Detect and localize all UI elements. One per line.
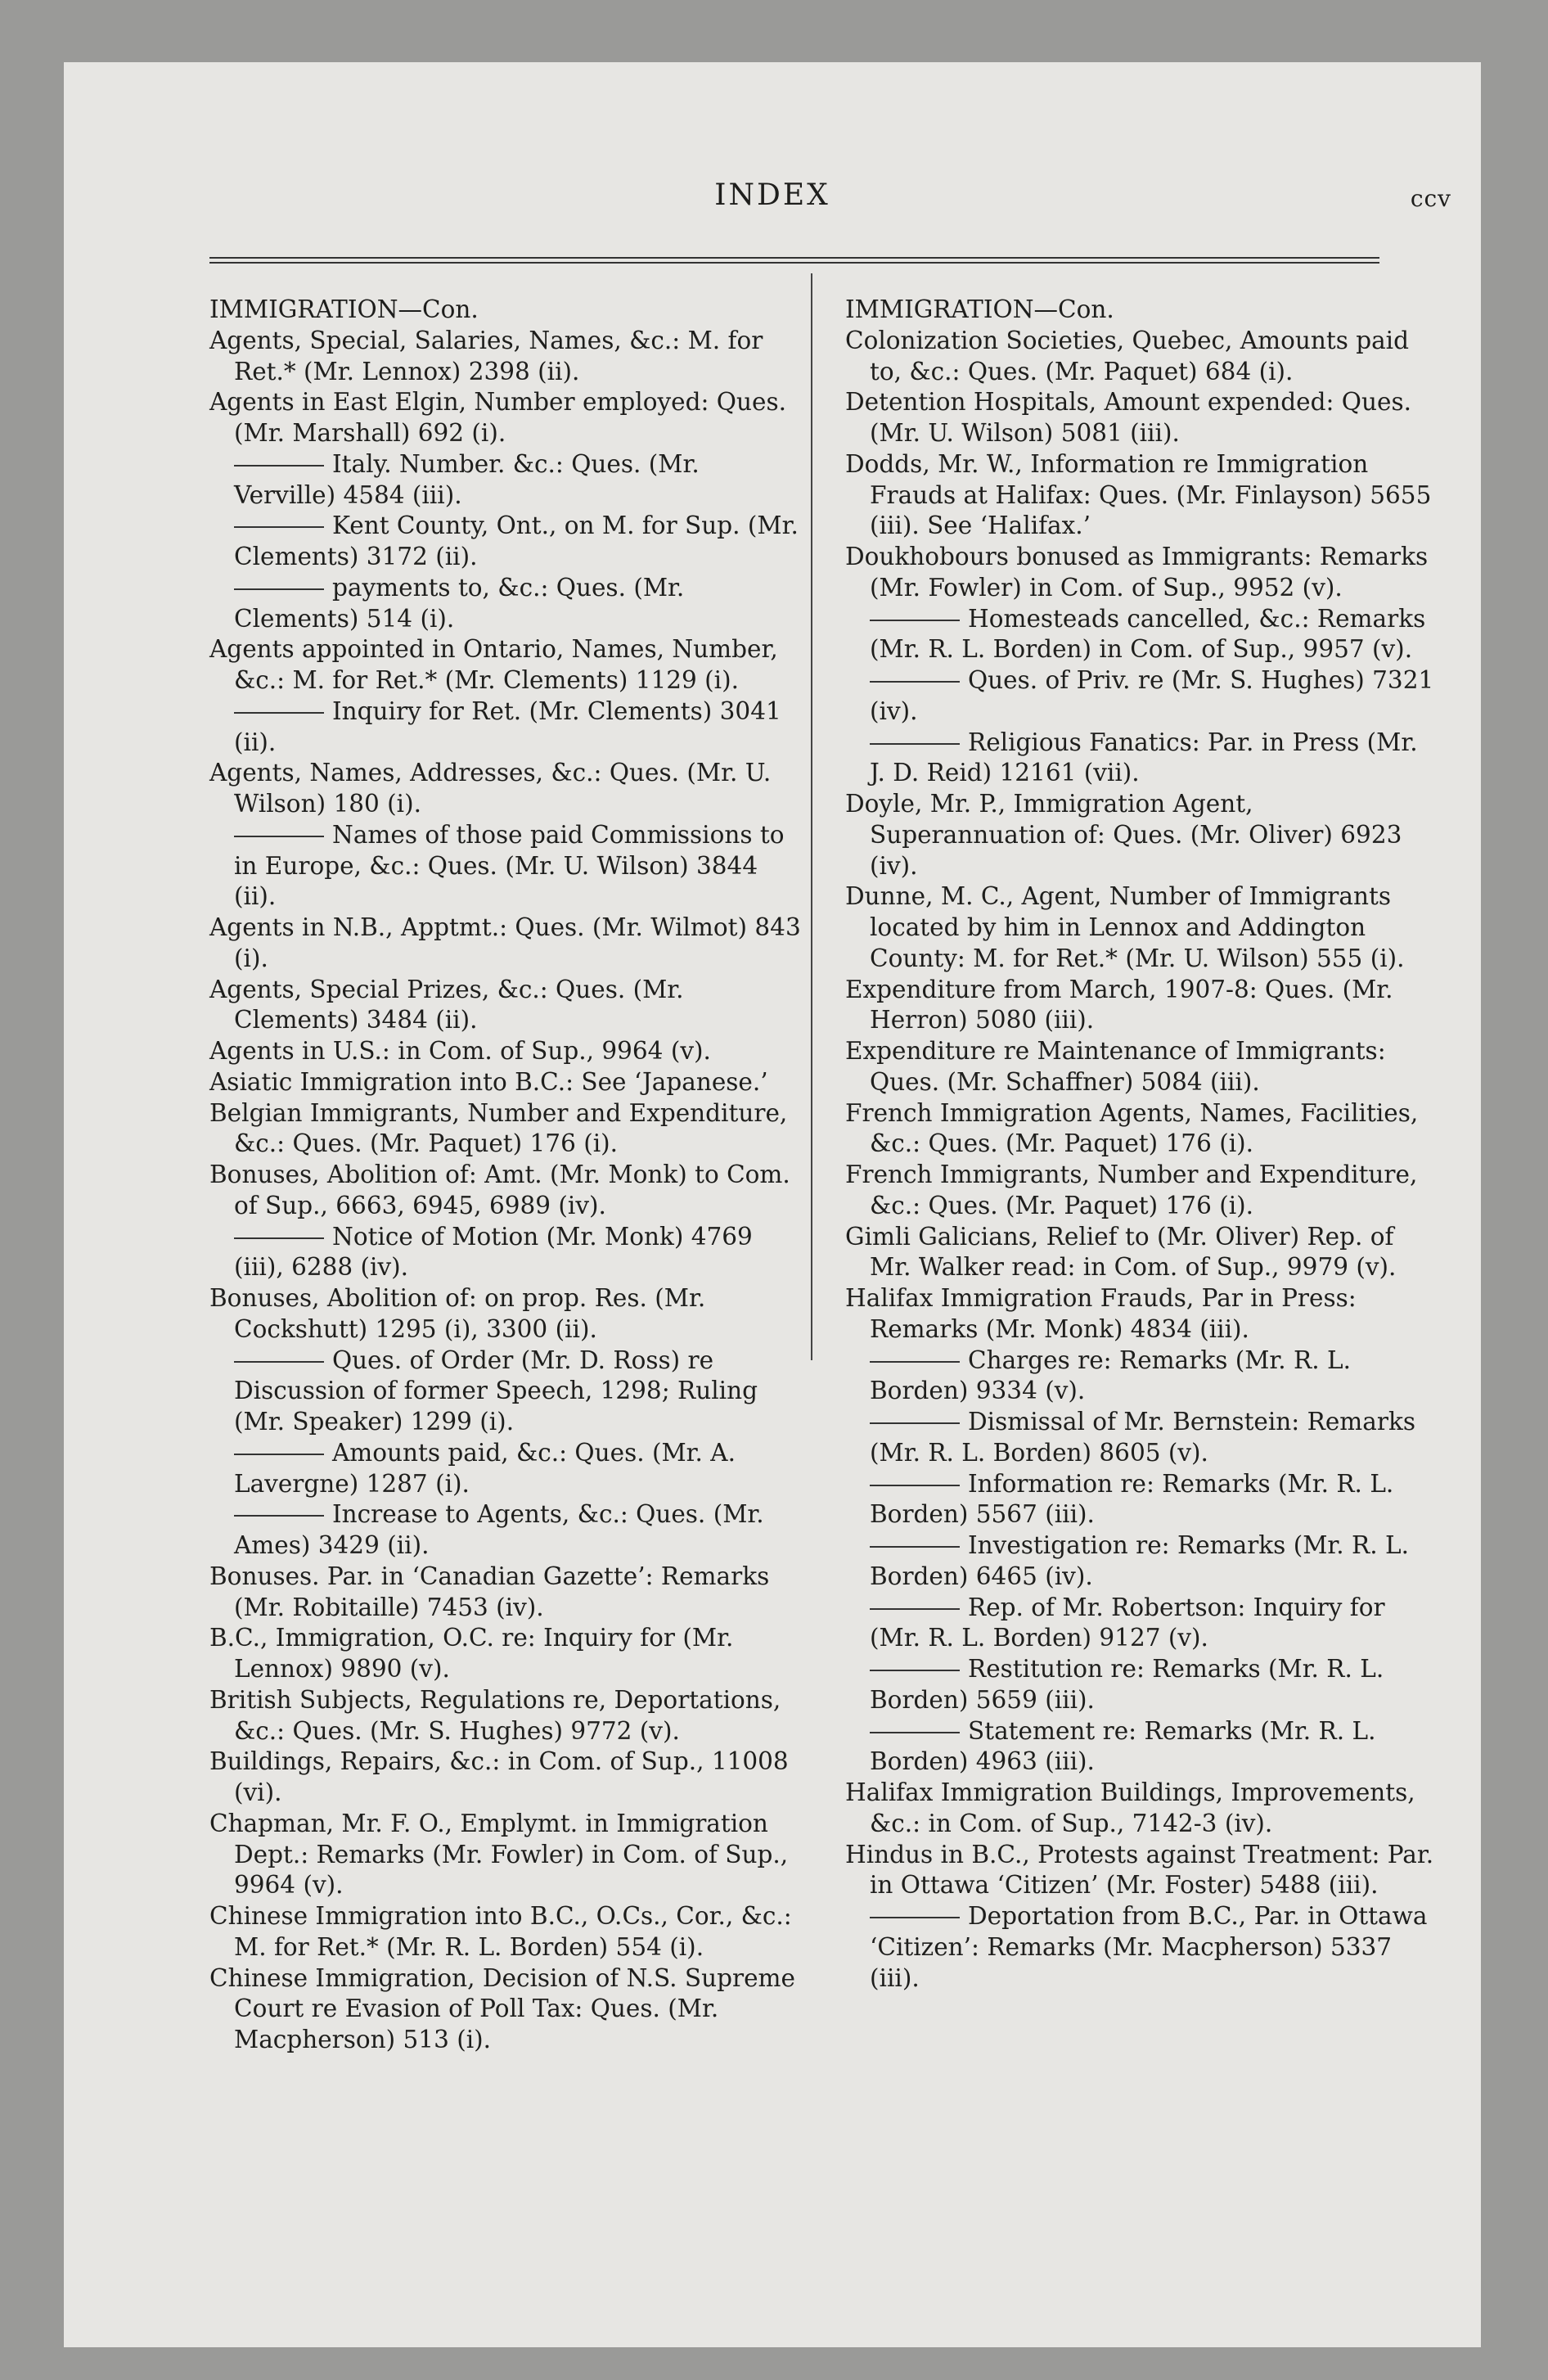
index-entry — [209, 1623, 803, 1685]
entry-text: Amounts paid, &c.: Ques. (Mr. A. Lavergne) 1287 (i). — [234, 1438, 736, 1498]
entry-text: payments to, &c.: Ques. (Mr. Clements) 514 (i). — [234, 573, 685, 633]
entry-text: Dodds, Mr. W., Information re Immigration Frauds at Halifax: Ques. (Mr. Finlayson) 5655 (iii). See ‘Halifax.’ — [845, 449, 1432, 540]
entry-text: Halifax Immigration Frauds, Par in Press: Remarks (Mr. Monk) 4834 (iii). — [845, 1284, 1357, 1343]
index-subentry — [209, 1438, 803, 1500]
index-entry — [209, 1562, 803, 1624]
entry-text: Deportation from B.C., Par. in Ottawa ‘Citizen’: Remarks (Mr. Macpherson) 5337 (iii). — [870, 1902, 1428, 1992]
entry-text: Belgian Immigrants, Number and Expenditure, &c.: Ques. (Mr. Paquet) 176 (i). — [209, 1098, 788, 1158]
right-column-heading: IMMIGRATION—Con. — [845, 295, 1114, 323]
entry-text: Increase to Agents, &c.: Ques. (Mr. Ames) 3429 (ii). — [234, 1500, 764, 1559]
index-subentry — [209, 696, 803, 759]
ditto-dash — [234, 588, 324, 590]
index-subentry — [845, 1469, 1438, 1531]
index-subentry — [845, 1346, 1438, 1408]
index-entry — [209, 758, 803, 820]
index-entry — [209, 1685, 803, 1747]
entry-text: Agents in U.S.: in Com. of Sup., 9964 (v). — [209, 1037, 711, 1065]
entry-text: British Subjects, Regulations re, Deportations, &c.: Ques. (Mr. S. Hughes) 9772 (v). — [209, 1685, 781, 1745]
ditto-dash — [870, 620, 960, 621]
index-entry — [209, 1067, 803, 1098]
entry-text: French Immigration Agents, Names, Facilities, &c.: Ques. (Mr. Paquet) 176 (i). — [845, 1098, 1419, 1158]
ditto-dash — [234, 836, 324, 837]
entry-text: Asiatic Immigration into B.C.: See ‘Japanese.’ — [209, 1067, 768, 1096]
entry-text: Agents, Names, Addresses, &c.: Ques. (Mr. U. Wilson) 180 (i). — [209, 759, 772, 818]
index-entry — [845, 1222, 1438, 1284]
ditto-dash — [870, 1608, 960, 1610]
index-subentry — [209, 1222, 803, 1284]
entry-text: Notice of Motion (Mr. Monk) 4769 (iii), 6288 (iv). — [234, 1222, 753, 1282]
index-entry — [209, 1098, 803, 1161]
index-entry — [845, 387, 1438, 449]
index-entry — [845, 789, 1438, 881]
entry-text: Gimli Galicians, Relief to (Mr. Oliver) Rep. of Mr. Walker read: in Com. of Sup., 9979 (v). — [845, 1222, 1397, 1282]
entry-text: Chapman, Mr. F. O., Emplymt. in Immigration Dept.: Remarks (Mr. Fowler) in Com. of Sup., 9964 (v). — [209, 1809, 789, 1900]
entry-text: Agents in N.B., Apptmt.: Ques. (Mr. Wilmot) 843 (i). — [209, 913, 801, 972]
entry-text: Expenditure from March, 1907-8: Ques. (Mr. Herron) 5080 (iii). — [845, 975, 1393, 1034]
index-subentry — [845, 665, 1438, 728]
index-subentry — [209, 449, 803, 512]
entry-text: Rep. of Mr. Robertson: Inquiry for (Mr. R. L. Borden) 9127 (v). — [870, 1593, 1385, 1652]
index-entry — [209, 387, 803, 449]
entry-text: Dunne, M. C., Agent, Number of Immigrants located by him in Lennox and Addington County: M. for Ret.* (Mr. U. Wilson) 555 (i). — [845, 882, 1405, 972]
index-entry — [209, 326, 803, 388]
ditto-dash — [234, 465, 324, 467]
entry-text: Statement re: Remarks (Mr. R. L. Borden) 4963 (iii). — [870, 1716, 1376, 1776]
ditto-dash — [870, 1485, 960, 1486]
entry-text: Restitution re: Remarks (Mr. R. L. Borden) 5659 (iii). — [870, 1655, 1384, 1714]
entry-text: Ques. of Priv. re (Mr. S. Hughes) 7321 (iv). — [870, 666, 1434, 725]
index-entry — [209, 1809, 803, 1901]
left-column — [209, 295, 803, 2056]
index-entry — [845, 542, 1438, 604]
entry-text: Hindus in B.C., Protests against Treatment: Par. in Ottawa ‘Citizen’ (Mr. Foster) 5488 (iii). — [845, 1840, 1434, 1900]
index-entry — [845, 326, 1438, 388]
entry-text: Bonuses, Abolition of: Amt. (Mr. Monk) to Com. of Sup., 6663, 6945, 6989 (iv). — [209, 1161, 790, 1219]
entry-text: Chinese Immigration, Decision of N.S. Supreme Court re Evasion of Poll Tax: Ques. (Mr. Macpherson) 513 (i). — [209, 1963, 795, 2053]
entry-text: Names of those paid Commissions to in Europe, &c.: Ques. (Mr. U. Wilson) 3844 (ii). — [234, 820, 785, 911]
index-entry — [845, 881, 1438, 974]
entry-text: Kent County, Ont., on M. for Sup. (Mr. Clements) 3172 (ii). — [234, 512, 799, 570]
entry-text: Halifax Immigration Buildings, Improvements, &c.: in Com. of Sup., 7142-3 (iv). — [845, 1778, 1415, 1837]
index-entry — [845, 449, 1438, 542]
index-entry — [845, 1283, 1438, 1346]
index-subentry — [845, 1654, 1438, 1716]
page-title: INDEX — [714, 178, 830, 212]
entry-text: Dismissal of Mr. Bernstein: Remarks (Mr. R. L. Borden) 8605 (v). — [870, 1408, 1415, 1467]
index-entry — [209, 634, 803, 696]
entry-text: Chinese Immigration into B.C., O.Cs., Cor., &c.: M. for Ret.* (Mr. R. L. Borden) 554 (i). — [209, 1902, 792, 1961]
index-entry — [845, 1098, 1438, 1161]
index-entry — [845, 1036, 1438, 1098]
ditto-dash — [870, 1670, 960, 1671]
header-rule-bottom — [209, 262, 1379, 264]
index-entry — [845, 975, 1438, 1037]
entry-text: Doyle, Mr. P., Immigration Agent, Superannuation of: Ques. (Mr. Oliver) 6923 (iv). — [845, 790, 1402, 880]
index-entry — [845, 1840, 1438, 1902]
page-number: ccv — [1410, 185, 1451, 212]
ditto-dash — [234, 1361, 324, 1363]
ditto-dash — [870, 1361, 960, 1363]
entry-text: Bonuses. Par. in ‘Canadian Gazette’: Remarks (Mr. Robitaille) 7453 (iv). — [209, 1562, 770, 1621]
right-entry-list — [845, 326, 1438, 1995]
index-subentry — [209, 1499, 803, 1562]
entry-text: Agents appointed in Ontario, Names, Number, &c.: M. for Ret.* (Mr. Clements) 1129 (i). — [209, 635, 778, 694]
index-subentry — [845, 604, 1438, 666]
index-entry — [209, 975, 803, 1037]
index-entry — [209, 1036, 803, 1067]
entry-text: Italy. Number. &c.: Ques. (Mr. Verville) 4584 (iii). — [234, 449, 700, 509]
ditto-dash — [870, 1917, 960, 1918]
index-subentry — [209, 820, 803, 913]
ditto-dash — [234, 526, 324, 528]
index-subentry — [845, 1530, 1438, 1593]
index-subentry — [845, 728, 1438, 790]
entry-text: Expenditure re Maintenance of Immigrants: Ques. (Mr. Schaffner) 5084 (iii). — [845, 1037, 1386, 1096]
ditto-dash — [870, 681, 960, 683]
entry-text: Agents, Special, Salaries, Names, &c.: M. for Ret.* (Mr. Lennox) 2398 (ii). — [209, 326, 763, 385]
index-entry — [209, 1901, 803, 1963]
ditto-dash — [870, 743, 960, 745]
entry-text: B.C., Immigration, O.C. re: Inquiry for (Mr. Lennox) 9890 (v). — [209, 1624, 734, 1683]
index-subentry — [845, 1716, 1438, 1778]
index-entry — [209, 1747, 803, 1809]
entry-text: Homesteads cancelled, &c.: Remarks (Mr. R. L. Borden) in Com. of Sup., 9957 (v). — [870, 604, 1426, 664]
entry-text: Bonuses, Abolition of: on prop. Res. (Mr. Cockshutt) 1295 (i), 3300 (ii). — [209, 1284, 706, 1343]
index-subentry — [845, 1593, 1438, 1655]
entry-text: Inquiry for Ret. (Mr. Clements) 3041 (ii). — [234, 696, 781, 756]
ditto-dash — [234, 1237, 324, 1239]
ditto-dash — [870, 1732, 960, 1733]
index-entry — [209, 1283, 803, 1346]
index-entry — [209, 1963, 803, 2056]
right-column — [845, 295, 1438, 1994]
entry-text: Ques. of Order (Mr. D. Ross) re Discussion of former Speech, 1298; Ruling (Mr. Speaker) 1299 (i). — [234, 1346, 758, 1436]
index-subentry — [845, 1901, 1438, 1994]
entry-text: Doukhobours bonused as Immigrants: Remarks (Mr. Fowler) in Com. of Sup., 9952 (v). — [845, 543, 1429, 602]
ditto-dash — [234, 1454, 324, 1455]
entry-text: Information re: Remarks (Mr. R. L. Borden) 5567 (iii). — [870, 1469, 1394, 1529]
index-subentry — [209, 1346, 803, 1438]
entry-text: Detention Hospitals, Amount expended: Ques. (Mr. U. Wilson) 5081 (iii). — [845, 388, 1411, 447]
index-entry — [209, 913, 803, 975]
header-rule-top — [209, 257, 1379, 259]
entry-text: Colonization Societies, Quebec, Amounts paid to, &c.: Ques. (Mr. Paquet) 684 (i). — [845, 326, 1410, 385]
entry-text: Investigation re: Remarks (Mr. R. L. Borden) 6465 (iv). — [870, 1531, 1409, 1590]
entry-text: Buildings, Repairs, &c.: in Com. of Sup., 11008 (vi). — [209, 1747, 789, 1806]
entry-text: Agents in East Elgin, Number employed: Ques. (Mr. Marshall) 692 (i). — [209, 388, 786, 447]
ditto-dash — [234, 712, 324, 714]
index-entry — [845, 1160, 1438, 1222]
entry-text: French Immigrants, Number and Expenditure, &c.: Ques. (Mr. Paquet) 176 (i). — [845, 1161, 1418, 1219]
index-subentry — [209, 573, 803, 635]
index-subentry — [209, 511, 803, 573]
column-divider — [811, 273, 812, 1360]
left-column-heading: IMMIGRATION—Con. — [209, 295, 479, 323]
entry-text: Charges re: Remarks (Mr. R. L. Borden) 9334 (v). — [870, 1346, 1351, 1405]
ditto-dash — [234, 1515, 324, 1517]
left-entry-list — [209, 326, 803, 2056]
ditto-dash — [870, 1422, 960, 1424]
index-page — [64, 62, 1481, 2347]
entry-text: Agents, Special Prizes, &c.: Ques. (Mr. Clements) 3484 (ii). — [209, 975, 684, 1034]
entry-text: Religious Fanatics: Par. in Press (Mr. J. D. Reid) 12161 (vii). — [870, 728, 1418, 787]
ditto-dash — [870, 1546, 960, 1548]
index-entry — [209, 1160, 803, 1222]
index-subentry — [845, 1407, 1438, 1469]
index-entry — [845, 1778, 1438, 1840]
